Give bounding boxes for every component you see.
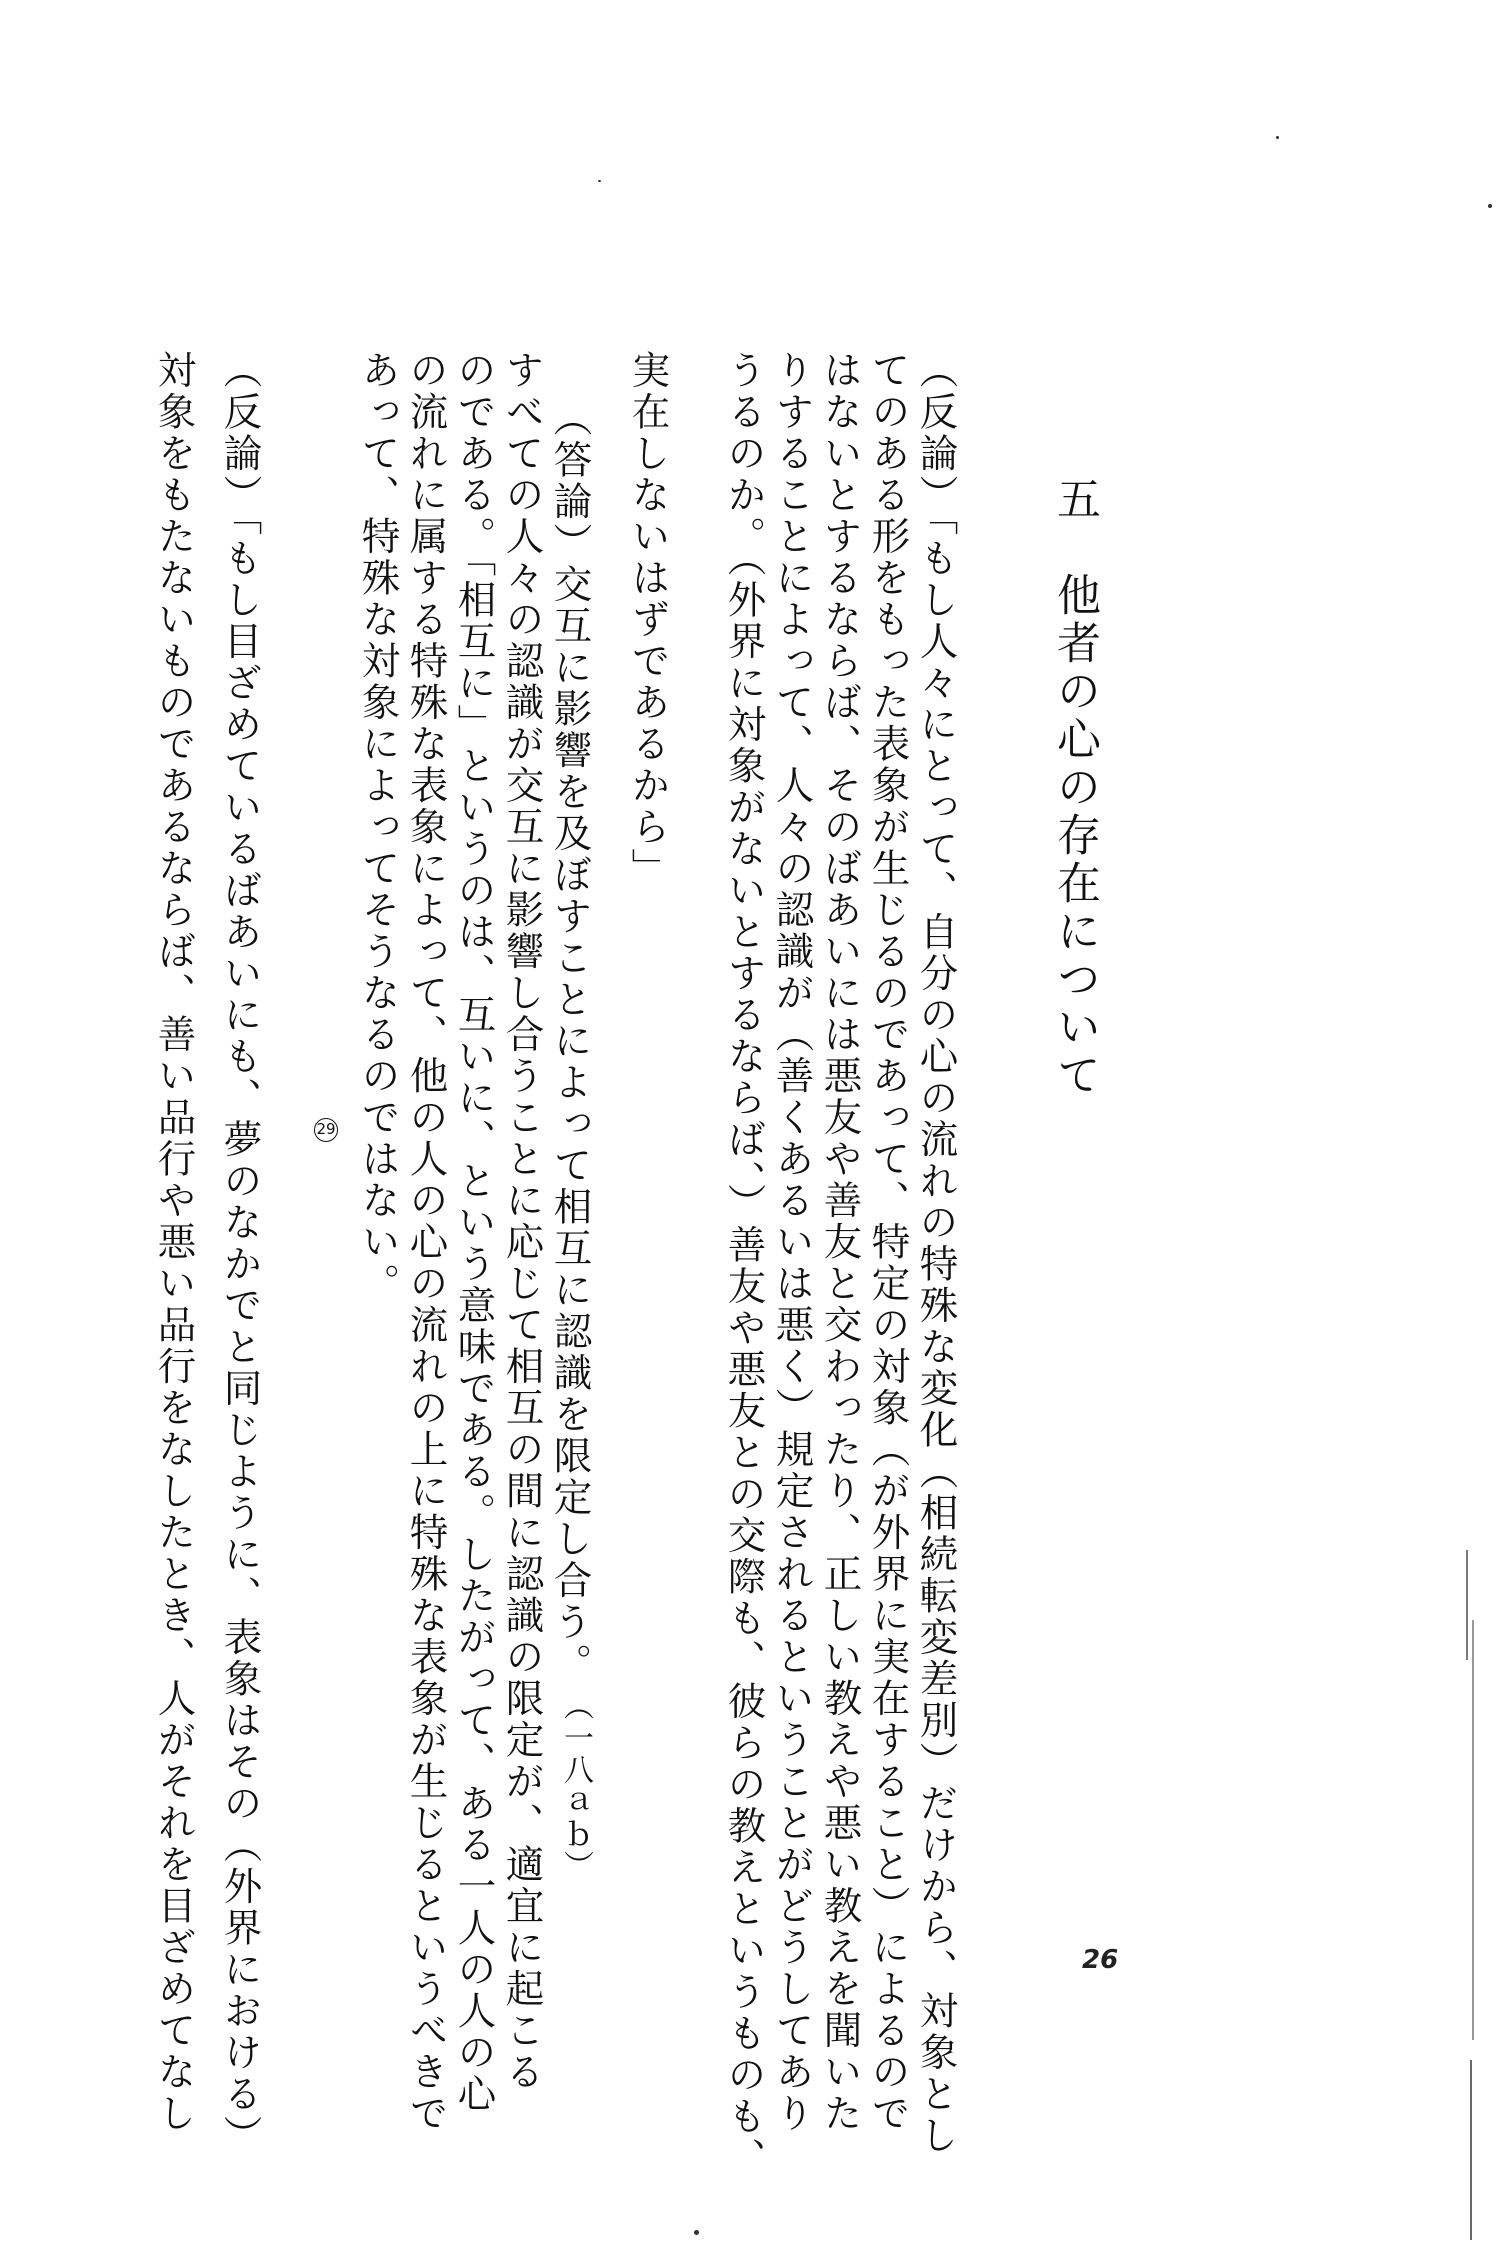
text-column-5: うるのか。（外界に対象がないとするならば、）善友や悪友との交際も、彼らの教えというものも、	[721, 350, 767, 2179]
text-column-1: （反論）「もし人々にとって、自分の心の流れの特殊な変化（相続転変差別）だけから、対象とし	[913, 350, 959, 2157]
text-column-13: 対象をもたないものであるならば、善い品行や悪い品行をなしたとき、人がそれを目ざめてなし	[151, 350, 197, 2135]
scan-speck	[598, 180, 601, 182]
scan-edge-mark	[1472, 1620, 1474, 2040]
text-column-6: 実在しないはずであるから」	[625, 350, 671, 890]
text-column-9: のである。「相互に」というのは、互いに、という意味である。したがって、ある一人の人の心	[451, 350, 497, 2116]
text-column-8: すべての人々の認識が交互に影響し合うことに応じて相互の間に認識の限定が、適宜に起こる	[499, 350, 545, 2093]
scan-speck	[1488, 204, 1492, 208]
verse-reference: （一八ａｂ）	[558, 1690, 593, 1882]
text-column-2: てのある形をもった表象が生じるのであって、特定の対象（が外界に実在すること）によるので	[865, 350, 911, 2135]
text-column-4: りすることによって、人々の認識が（善くあるいは悪く）規定されるということがどうしてあり	[769, 350, 815, 2135]
scan-edge-mark	[1470, 2060, 1472, 2240]
text-column-7: （答論）交互に影響を及ぼすことによって相互に認識を限定し合う。	[547, 398, 593, 1685]
page-number: 26	[1082, 1945, 1119, 1975]
footnote-mark: 29	[314, 1118, 338, 1142]
scan-speck	[694, 2230, 699, 2235]
scan-edge-mark	[1466, 1550, 1468, 1660]
text-column-12: （反論）「もし目ざめているばあいにも、夢のなかでと同じように、表象はその（外界における）	[217, 350, 263, 2157]
section-heading: 五 他者の心の存在について	[1049, 476, 1100, 1100]
text-column-3: はないとするならば、そのばあいには悪友や善友と交わったり、正しい教えや悪い教えを聞いた	[817, 350, 863, 2135]
text-column-11: あって、特殊な対象によってそうなるのではない。	[355, 350, 401, 1305]
scan-speck	[1276, 136, 1279, 139]
text-column-10: の流れに属する特殊な表象によって、他の人の心の流れの上に特殊な表象が生じるというべきで	[403, 350, 449, 2135]
